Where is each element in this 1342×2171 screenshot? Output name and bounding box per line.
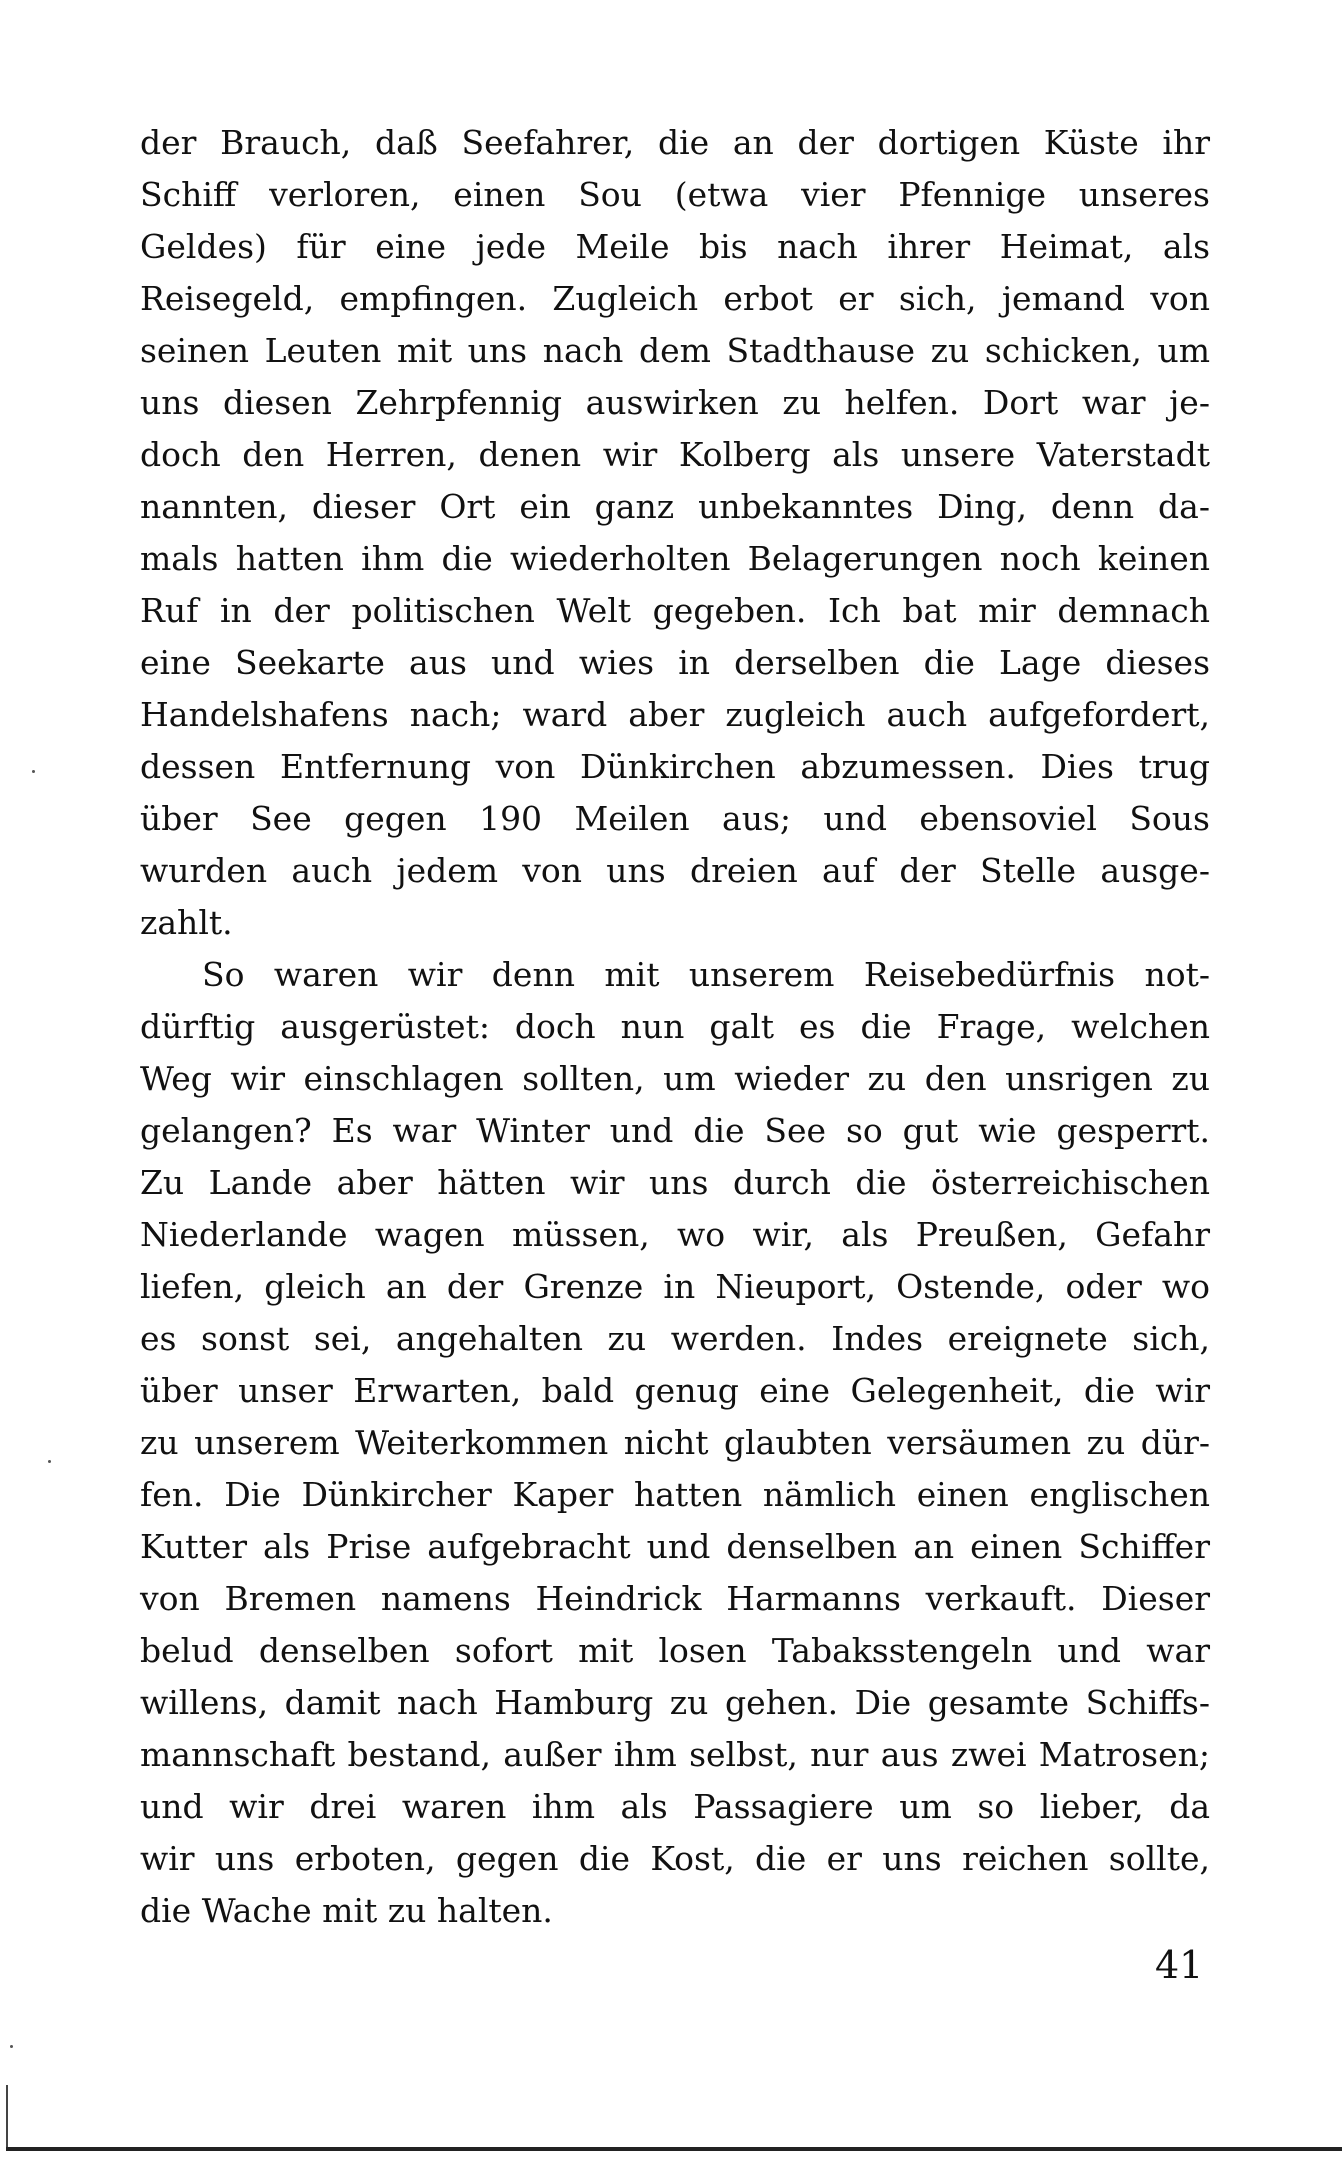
text-line: es sonst sei, angehalten zu werden. Indes ereignete sich, — [140, 1319, 1210, 1358]
text-line: doch den Herren, denen wir Kolberg als unsere Vaterstadt — [140, 435, 1210, 474]
text-line: Reisegeld, empfingen. Zugleich erbot er sich, jemand von — [140, 279, 1210, 318]
text-line: liefen, gleich an der Grenze in Nieuport, Ostende, oder wo — [140, 1267, 1210, 1306]
text-line: zu unserem Weiterkommen nicht glaubten versäumen zu dür- — [140, 1423, 1210, 1462]
text-line: fen. Die Dünkircher Kaper hatten nämlich einen englischen — [140, 1475, 1210, 1514]
text-line: der Brauch, daß Seefahrer, die an der dortigen Küste ihr — [140, 123, 1210, 162]
text-line: nannten, dieser Ort ein ganz unbekanntes Ding, denn da- — [140, 487, 1210, 526]
text-line: seinen Leuten mit uns nach dem Stadthause zu schicken, um — [140, 331, 1210, 370]
scan-speck — [32, 770, 35, 773]
text-line: zahlt. — [140, 903, 233, 942]
text-line: eine Seekarte aus und wies in derselben die Lage dieses — [140, 643, 1210, 682]
text-line: mannschaft bestand, außer ihm selbst, nur aus zwei Matrosen; — [140, 1735, 1210, 1774]
text-line: über unser Erwarten, bald genug eine Gelegenheit, die wir — [140, 1371, 1210, 1410]
text-line: dürftig ausgerüstet: doch nun galt es die Frage, welchen — [140, 1007, 1210, 1046]
text-line: Ruf in der politischen Welt gegeben. Ich bat mir demnach — [140, 591, 1210, 630]
text-line: willens, damit nach Hamburg zu gehen. Die gesamte Schiffs- — [140, 1683, 1210, 1722]
text-line: Kutter als Prise aufgebracht und denselben an einen Schiffer — [140, 1527, 1210, 1566]
text-line: Zu Lande aber hätten wir uns durch die österreichischen — [140, 1163, 1210, 1202]
scan-edge-mark — [6, 2085, 8, 2147]
text-line: Schiff verloren, einen Sou (etwa vier Pfennige unseres — [140, 175, 1210, 214]
page-number: 41 — [1155, 1943, 1204, 1987]
text-line: mals hatten ihm die wiederholten Belagerungen noch keinen — [140, 539, 1210, 578]
text-line: Niederlande wagen müssen, wo wir, als Preußen, Gefahr — [140, 1215, 1210, 1254]
text-line: Weg wir einschlagen sollten, um wieder zu den unsrigen zu — [140, 1059, 1210, 1098]
text-line: uns diesen Zehrpfennig auswirken zu helfen. Dort war je- — [140, 383, 1210, 422]
text-line: über See gegen 190 Meilen aus; und ebensoviel Sous — [140, 799, 1210, 838]
text-line: So waren wir denn mit unserem Reisebedürfnis not- — [202, 955, 1210, 994]
text-line: wir uns erboten, gegen die Kost, die er uns reichen sollte, — [140, 1839, 1210, 1878]
text-line: Handelshafens nach; ward aber zugleich auch aufgefordert, — [140, 695, 1210, 734]
text-line: Geldes) für eine jede Meile bis nach ihrer Heimat, als — [140, 227, 1210, 266]
text-line: dessen Entfernung von Dünkirchen abzumessen. Dies trug — [140, 747, 1210, 786]
text-line: und wir drei waren ihm als Passagiere um so lieber, da — [140, 1787, 1210, 1826]
text-line: wurden auch jedem von uns dreien auf der Stelle ausge- — [140, 851, 1210, 890]
page-bottom-edge — [6, 2147, 1342, 2151]
text-line: von Bremen namens Heindrick Harmanns verkauft. Dieser — [140, 1579, 1210, 1618]
scan-speck — [48, 1460, 51, 1463]
text-line: die Wache mit zu halten. — [140, 1891, 553, 1930]
text-line: belud denselben sofort mit losen Tabaksstengeln und war — [140, 1631, 1210, 1670]
scan-speck — [10, 2045, 13, 2048]
text-line: gelangen? Es war Winter und die See so gut wie gesperrt. — [140, 1111, 1210, 1150]
